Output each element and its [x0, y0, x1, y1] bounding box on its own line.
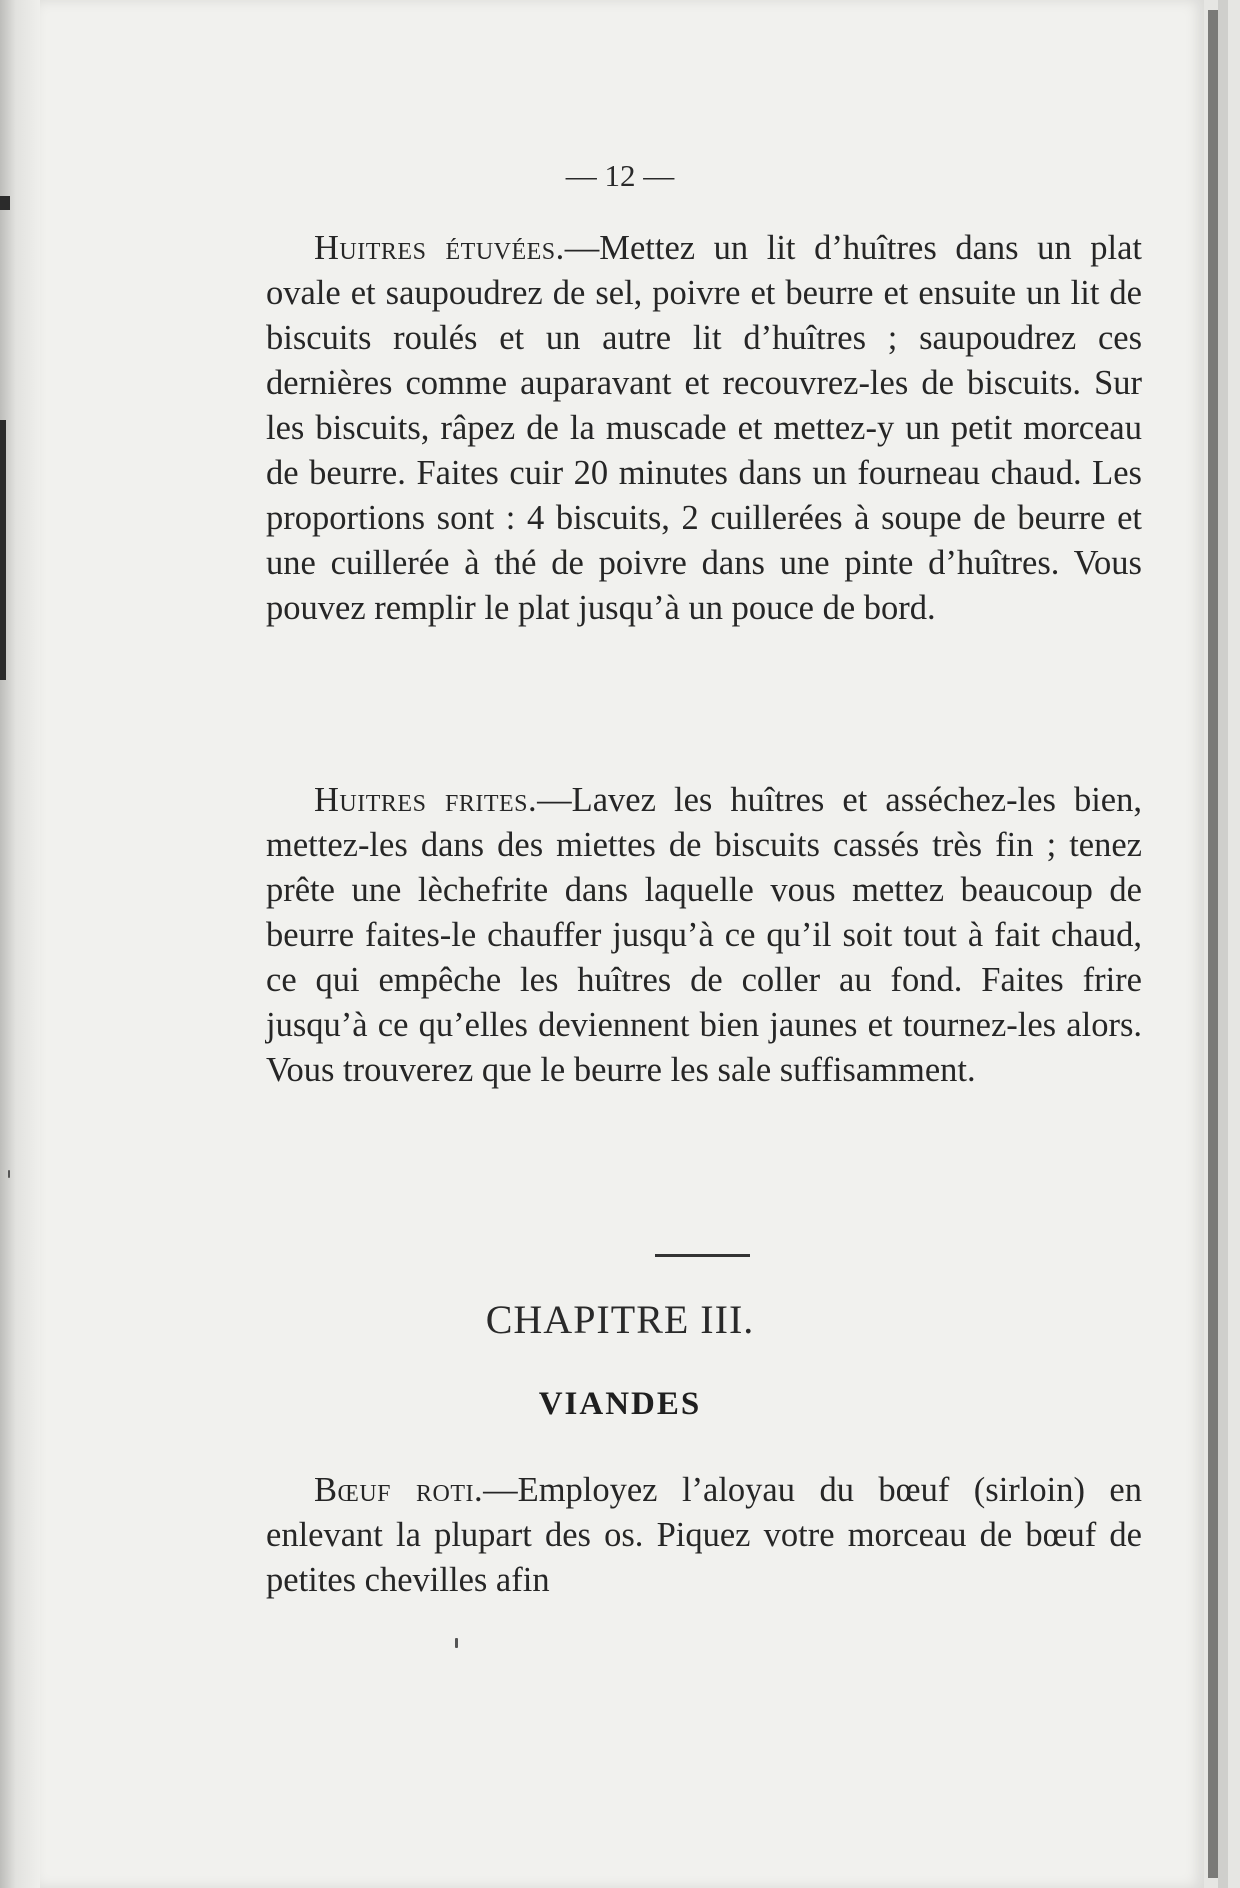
- section-divider: [655, 1254, 750, 1257]
- paragraph-heading: Huitres étuvées.: [314, 229, 565, 267]
- chapter-title: CHAPITRE III.: [485, 1297, 755, 1342]
- ink-speck: [8, 1170, 10, 1178]
- page-gutter-rule: [1208, 10, 1218, 1878]
- paragraph-boeuf-roti: [266, 1468, 1142, 1603]
- paragraph-body: —Employez l’aloyau du bœuf (sirloin) en enlevant la plupart des os. Piquez votre morceau de bœuf de petites chevilles afin: [266, 1471, 1142, 1599]
- ink-speck: [455, 1638, 458, 1648]
- paragraph-huitres-frites: [266, 778, 1142, 1093]
- paragraph-heading: Huitres frites.: [314, 781, 538, 819]
- paragraph-body: —Mettez un lit d’huîtres dans un plat ovale et saupoudrez de sel, poivre et beurre et ensuite un lit de biscuits roulés et un autre lit d’huîtres ; saupoudrez ces dernières comme auparavant et recouvrez-les de biscuits. Sur les biscuits, râpez de la muscade et mettez-y un petit morceau de beurre. Faites cuir 20 minutes dans un fourneau chaud. Les proportions sont : 4 biscuits, 2 cuillerées à soupe de beurre et une cuillerée à thé de poivre dans une pinte d’huîtres. Vous pouvez remplir le plat jusqu’à un pouce de bord.: [266, 229, 1142, 627]
- paragraph-huitres-etuvees: [266, 226, 1142, 631]
- page-number: — 12 —: [565, 158, 675, 193]
- section-title: VIANDES: [538, 1386, 702, 1422]
- edge-mark: [0, 196, 10, 210]
- page-left-edge: [0, 0, 40, 1888]
- page-right-edge: [1218, 0, 1228, 1888]
- paragraph-heading: Bœuf roti.: [314, 1471, 484, 1509]
- paragraph-body: —Lavez les huîtres et asséchez-les bien, mettez-les dans des miettes de biscuits cassés très fin ; tenez prête une lèchefrite dans laquelle vous mettez beaucoup de beurre faites-le chauffer jusqu’à ce qu’il soit tout à fait chaud, ce qui empêche les huîtres de coller au fond. Faites frire jusqu’à ce qu’elles deviennent bien jaunes et tournez-les alors. Vous trouverez que le beurre les sale suffisamment.: [266, 781, 1142, 1089]
- edge-mark: [0, 420, 6, 680]
